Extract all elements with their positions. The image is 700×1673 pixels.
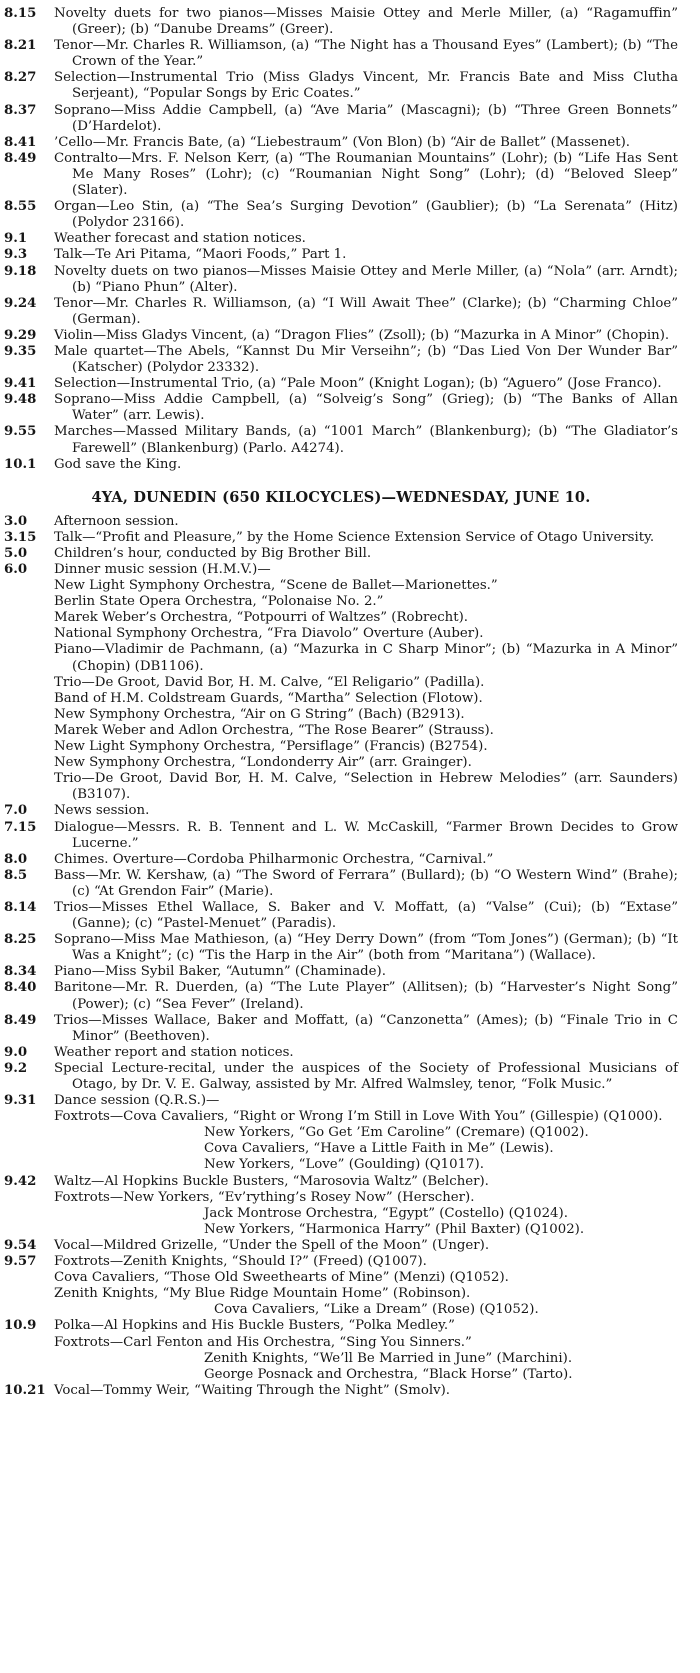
entry-time: 9.54	[4, 1237, 37, 1253]
entry-time: 9.35	[4, 343, 37, 359]
program-entry-foxtrots	[4, 1254, 678, 1318]
entry-time: 10.1	[4, 456, 37, 472]
entry-time: 8.40	[4, 980, 37, 996]
entry-time: 9.3	[4, 247, 28, 263]
entry-time: 8.55	[4, 199, 37, 215]
list-item: Band of H.M. Coldstream Guards, “Martha” Selection (Flotow).	[54, 690, 483, 706]
entry-time: 5.0	[4, 545, 28, 561]
entry-text: Selection—Instrumental Trio, (a) “Pale Moon” (Knight Logan); (b) “Aguero” (Jose Franco).	[54, 376, 662, 392]
program-entry	[4, 546, 678, 562]
program-entry	[4, 392, 678, 424]
program-section-2	[4, 514, 678, 1399]
list-item: New Symphony Orchestra, “Air on G String” (Bach) (B2913).	[54, 706, 465, 722]
list-item: Cova Cavaliers, “Those Old Sweethearts of Mine” (Menzi) (Q1052).	[54, 1270, 509, 1286]
entry-text: Trios—Misses Wallace, Baker and Moffatt, (a) “Canzonetta” (Ames); (b) “Finale Trio in C Minor” (Beethoven).	[54, 1012, 678, 1044]
program-entry	[4, 199, 678, 231]
entry-time: 8.27	[4, 70, 37, 86]
entry-time: 9.31	[4, 1093, 37, 1109]
entry-text: Talk—Te Ari Pitama, “Maori Foods,” Part 1.	[54, 247, 347, 263]
entry-time: 10.21	[4, 1382, 46, 1398]
program-entry	[4, 1238, 678, 1254]
entry-time: 8.21	[4, 38, 37, 54]
entry-time: 7.15	[4, 819, 37, 835]
program-entry	[4, 376, 678, 392]
entry-text: News session.	[54, 803, 150, 819]
list-item: New Yorkers, “Harmonica Harry” (Phil Baxter) (Q1002).	[204, 1221, 585, 1237]
program-entry	[4, 344, 678, 376]
entry-text: Trios—Misses Ethel Wallace, S. Baker and V. Moffatt, (a) “Valse” (Cui); (b) “Extase” (Ganne); (c) “Pastel-Menuet” (Paradis).	[54, 899, 678, 932]
entry-text: Violin—Miss Gladys Vincent, (a) “Dragon Flies” (Zsoll); (b) “Mazurka in A Minor” (Chopin).	[54, 327, 670, 343]
program-entry	[4, 514, 678, 530]
list-item: Jack Montrose Orchestra, “Egypt” (Costello) (Q1024).	[204, 1205, 568, 1221]
list-item: National Symphony Orchestra, “Fra Diavolo” Overture (Auber).	[54, 626, 484, 642]
program-entry	[4, 803, 678, 819]
entry-time: 9.29	[4, 327, 37, 343]
entry-time: 3.0	[4, 513, 28, 529]
program-entry	[4, 868, 678, 900]
entry-text: God save the King.	[54, 456, 182, 472]
program-entry-polka	[4, 1318, 678, 1382]
entry-text: Organ—Leo Stin, (a) “The Sea’s Surging Devotion” (Gaublier); (b) “La Serenata” (Hitz) (Polydor 23166).	[54, 199, 678, 231]
entry-text: Afternoon session.	[54, 513, 179, 529]
entry-time: 9.2	[4, 1060, 28, 1076]
entry-time: 3.15	[4, 529, 37, 545]
entry-time: 6.0	[4, 562, 28, 577]
program-entry	[4, 296, 678, 328]
station-heading: 4YA, DUNEDIN (650 KILOCYCLES)—WEDNESDAY, JUNE 10.	[91, 488, 591, 506]
list-item: Foxtrots—New Yorkers, “Ev’rything’s Rosey Now” (Herscher).	[54, 1189, 475, 1205]
list-item: Cova Cavaliers, “Like a Dream” (Rose) (Q1052).	[214, 1302, 539, 1318]
program-entry	[4, 820, 678, 852]
program-entry	[4, 1383, 678, 1399]
entry-time: 8.25	[4, 932, 37, 948]
entry-text: Soprano—Miss Addie Campbell, (a) “Solveig’s Song” (Grieg); (b) “The Banks of Allan Water” (arr. Lewis).	[54, 392, 678, 424]
entry-text: Vocal—Tommy Weir, “Waiting Through the Night” (Smolv).	[54, 1382, 451, 1398]
entry-text: Novelty duets on two pianos—Misses Maisie Ottey and Merle Miller, (a) “Nola” (arr. Arndt); (b) “Piano Phun” (Alter).	[54, 263, 678, 295]
entry-time: 9.42	[4, 1173, 37, 1189]
list-item: Foxtrots—Cova Cavaliers, “Right or Wrong I’m Still in Love With You” (Gillespie) (Q1000).	[54, 1109, 663, 1125]
entry-text: Tenor—Mr. Charles R. Williamson, (a) “I Will Await Thee” (Clarke); (b) “Charming Chloe” (German).	[54, 295, 678, 327]
program-entry	[4, 328, 678, 344]
program-entry	[4, 964, 678, 980]
entry-time: 9.24	[4, 295, 37, 311]
program-entry	[4, 264, 678, 296]
entry-text: Dance session (Q.R.S.)—	[54, 1093, 220, 1109]
program-entry	[4, 38, 678, 70]
entry-time: 8.49	[4, 150, 37, 166]
entry-body	[54, 1093, 678, 1173]
list-item: Foxtrots—Carl Fenton and His Orchestra, “Sing You Sinners.”	[54, 1334, 472, 1350]
program-entry	[4, 1045, 678, 1061]
program-entry	[4, 1013, 678, 1045]
program-entry	[4, 1061, 678, 1093]
entry-text: Baritone—Mr. R. Duerden, (a) “The Lute Player” (Allitsen); (b) “Harvester’s Night Song” (Power); (c) “Sea Fever” (Ireland).	[54, 980, 678, 1012]
list-item: Trio—De Groot, David Bor, H. M. Calve, “El Religario” (Padilla).	[54, 674, 485, 690]
program-entry	[4, 103, 678, 135]
entry-text: Bass—Mr. W. Kershaw, (a) “The Sword of Ferrara” (Bullard); (b) “O Western Wind” (Brahe); (c) “At Grendon Fair” (Marie).	[54, 867, 678, 899]
entry-body	[54, 1318, 678, 1382]
program-entry	[4, 247, 678, 263]
entry-text: Marches—Massed Military Bands, (a) “1001 March” (Blankenburg); (b) “The Gladiator’s Farewell” (Blankenburg) (Parlo. A4274).	[54, 424, 678, 456]
program-entry	[4, 852, 678, 868]
list-item: Zenith Knights, “My Blue Ridge Mountain Home” (Robinson).	[54, 1286, 471, 1302]
program-entry-waltz	[4, 1174, 678, 1238]
program-entry	[4, 932, 678, 964]
program-entry	[4, 151, 678, 199]
entry-text: Piano—Miss Sybil Baker, “Autumn” (Chaminade).	[54, 964, 386, 980]
program-entry	[4, 457, 678, 473]
entry-time: 8.49	[4, 1012, 37, 1028]
list-item: Marek Weber’s Orchestra, “Potpourri of Waltzes” (Robrecht).	[54, 610, 469, 626]
entry-text: Weather report and station notices.	[54, 1044, 294, 1060]
entry-time: 8.41	[4, 134, 37, 150]
entry-text: Dinner music session (H.M.V.)—	[54, 562, 271, 577]
entry-text: Soprano—Miss Addie Campbell, (a) “Ave Maria” (Mascagni); (b) “Three Green Bonnets” (D’Hardelot).	[54, 102, 678, 134]
entry-time: 8.37	[4, 102, 37, 118]
entry-time: 9.0	[4, 1044, 28, 1060]
entry-text: Special Lecture-recital, under the auspices of the Society of Professional Musicians of Otago, by Dr. V. E. Galway, assisted by Mr. Alfred Walmsley, tenor, “Folk Music.”	[54, 1060, 678, 1092]
entry-body	[54, 1174, 678, 1238]
entry-body	[54, 1254, 678, 1318]
list-item: New Light Symphony Orchestra, “Persiflage” (Francis) (B2754).	[54, 739, 488, 755]
entry-time: 9.18	[4, 263, 37, 279]
list-item: New Symphony Orchestra, “Londonderry Air” (arr. Grainger).	[54, 755, 472, 771]
list-item: Zenith Knights, “We’ll Be Married in June” (Marchini).	[204, 1350, 573, 1366]
entry-time: 8.15	[4, 6, 37, 21]
entry-time: 8.14	[4, 899, 37, 915]
entry-time: 9.55	[4, 424, 37, 440]
entry-text: Talk—“Profit and Pleasure,” by the Home Science Extension Service of Otago University.	[54, 529, 655, 545]
program-entry-dinner	[4, 562, 678, 803]
list-item: Piano—Vladimir de Pachmann, (a) “Mazurka in C Sharp Minor”; (b) “Mazurka in A Minor” (Chopin) (DB1106).	[54, 642, 678, 674]
entry-text: Vocal—Mildred Grizelle, “Under the Spell of the Moon” (Unger).	[54, 1237, 490, 1253]
entry-time: 9.48	[4, 392, 37, 408]
entry-text: Novelty duets for two pianos—Misses Maisie Ottey and Merle Miller, (a) “Ragamuffin” (Greer); (b) “Danube Dreams” (Greer).	[54, 6, 678, 38]
entry-text: Contralto—Mrs. F. Nelson Kerr, (a) “The Roumanian Mountains” (Lohr); (b) “Life Has Sent Me Many Roses” (Lohr); (c) “Roumanian Night Song” (Lohr); (d) “Beloved Sleep” (Slater).	[54, 150, 678, 199]
entry-time: 9.41	[4, 376, 37, 392]
list-item: Trio—De Groot, David Bor, H. M. Calve, “Selection in Hebrew Melodies” (arr. Saunders) (B3107).	[54, 771, 678, 803]
program-entry	[4, 900, 678, 932]
entry-time: 8.5	[4, 867, 28, 883]
list-item: Marek Weber and Adlon Orchestra, “The Rose Bearer” (Strauss).	[54, 722, 494, 738]
entry-text: Soprano—Miss Mae Mathieson, (a) “Hey Derry Down” (from “Tom Jones”) (German); (b) “It Was a Knight”; (c) “Tis the Harp in the Air” (both from “Maritana”) (Wallace).	[54, 932, 678, 964]
entry-text: Male quartet—The Abels, “Kannst Du Mir Verseihn”; (b) “Das Lied Von Der Wunder Bar” (Katscher) (Polydor 23332).	[54, 343, 678, 376]
entry-text: Selection—Instrumental Trio (Miss Gladys Vincent, Mr. Francis Bate and Miss Clutha Serjeant), “Popular Songs by Eric Coates.”	[54, 70, 678, 102]
entry-text: Children’s hour, conducted by Big Brother Bill.	[54, 545, 372, 561]
entry-time: 9.1	[4, 231, 28, 247]
entry-text: Chimes. Overture—Cordoba Philharmonic Orchestra, “Carnival.”	[54, 851, 494, 867]
program-entry	[4, 530, 678, 546]
list-item: Berlin State Opera Orchestra, “Polonaise No. 2.”	[54, 594, 384, 610]
program-section-1	[4, 6, 678, 473]
entry-time: 10.9	[4, 1318, 37, 1334]
program-entry	[4, 135, 678, 151]
list-item: New Yorkers, “Love” (Goulding) (Q1017).	[204, 1157, 484, 1173]
entry-time: 9.57	[4, 1254, 37, 1270]
list-item: New Light Symphony Orchestra, “Scene de Ballet—Marionettes.”	[54, 578, 498, 594]
entry-time: 7.0	[4, 803, 28, 819]
entry-text: Dialogue—Messrs. R. B. Tennent and L. W. McCaskill, “Farmer Brown Decides to Grow Lucerne.”	[54, 819, 678, 851]
list-item: Cova Cavaliers, “Have a Little Faith in Me” (Lewis).	[204, 1141, 554, 1157]
entry-text: Polka—Al Hopkins and His Buckle Busters, “Polka Medley.”	[54, 1318, 455, 1334]
entry-text: Tenor—Mr. Charles R. Williamson, (a) “The Night has a Thousand Eyes” (Lambert); (b) “The Crown of the Year.”	[54, 38, 678, 70]
program-entry	[4, 70, 678, 102]
entry-text: ’Cello—Mr. Francis Bate, (a) “Liebestraum” (Von Blon) (b) “Air de Ballet” (Massenet).	[54, 134, 631, 150]
program-entry	[4, 6, 678, 38]
list-item: New Yorkers, “Go Get ’Em Caroline” (Cremare) (Q1002).	[204, 1125, 589, 1141]
entry-text: Waltz—Al Hopkins Buckle Busters, “Marosovia Waltz” (Belcher).	[54, 1173, 489, 1189]
list-item: George Posnack and Orchestra, “Black Horse” (Tarto).	[204, 1366, 573, 1382]
entry-time: 8.34	[4, 964, 37, 980]
entry-body	[54, 562, 678, 803]
program-entry	[4, 231, 678, 247]
program-entry	[4, 980, 678, 1012]
program-entry	[4, 424, 678, 456]
entry-text: Weather forecast and station notices.	[54, 231, 306, 247]
entry-text: Foxtrots—Zenith Knights, “Should I?” (Freed) (Q1007).	[54, 1254, 427, 1270]
program-entry-dance	[4, 1093, 678, 1173]
entry-time: 8.0	[4, 851, 28, 867]
